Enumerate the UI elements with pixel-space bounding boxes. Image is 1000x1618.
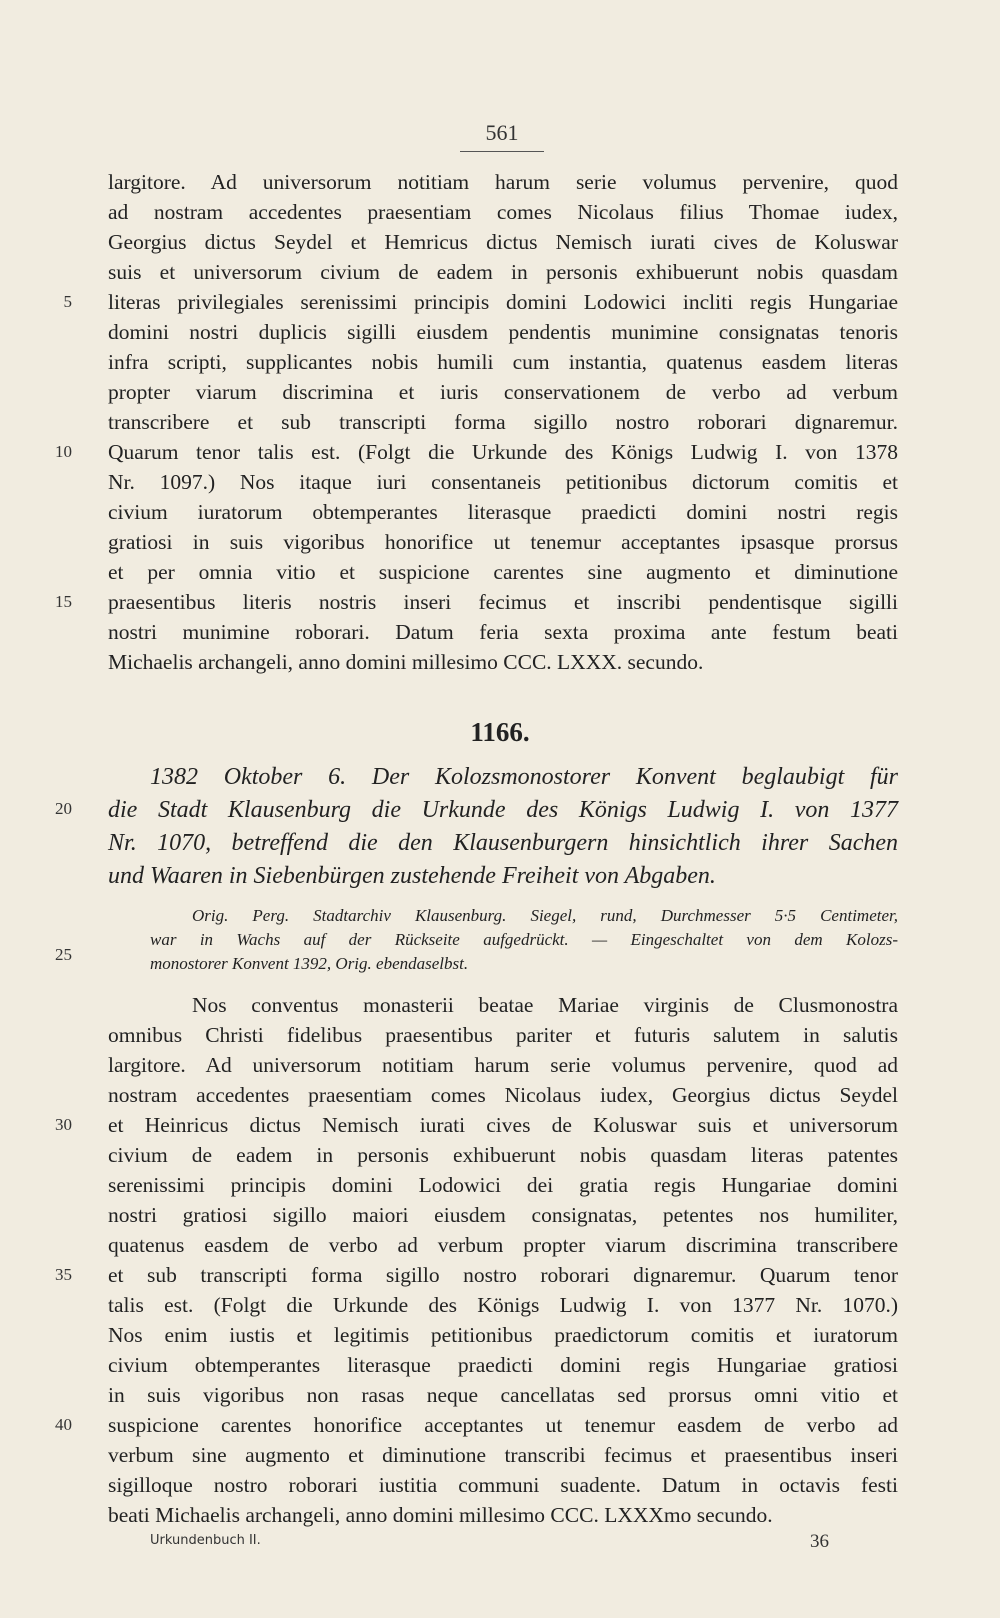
- text-line: Quarum tenor talis est. (Folgt die Urkunde des Königs Ludwig I. von 1378: [108, 440, 898, 464]
- text-line: Michaelis archangeli, anno domini millesimo CCC. LXXX. secundo.: [108, 650, 704, 674]
- text-line: civium iuratorum obtemperantes literasque praedicti domini nostri regis: [108, 500, 898, 524]
- text-line: omnibus Christi fidelibus praesentibus pariter et futuris salutem in salutis: [108, 1023, 898, 1047]
- text-line: nostram accedentes praesentiam comes Nicolaus iudex, Georgius dictus Seydel: [108, 1083, 898, 1107]
- text-line: quatenus easdem de verbo ad verbum propter viarum discrimina transcribere: [108, 1233, 898, 1257]
- margin-line-number: 30: [55, 1115, 72, 1134]
- text-line: et Heinricus dictus Nemisch iurati cives de Koluswar suis et universorum: [108, 1113, 898, 1137]
- text-line: Nos conventus monasterii beatae Mariae virginis de Clusmonostra: [192, 993, 898, 1017]
- text-line: et sub transcripti forma sigillo nostro roborari dignaremur. Quarum tenor: [108, 1263, 898, 1287]
- text-line: propter viarum discrimina et iuris conservationem de verbo ad verbum: [108, 380, 898, 404]
- text-line: et per omnia vitio et suspicione carentes sine augmento et diminutione: [108, 560, 898, 584]
- source-note-line: monostorer Konvent 1392, Orig. ebendaselbst.: [150, 954, 469, 973]
- text-line: beati Michaelis archangeli, anno domini millesimo CCC. LXXXmo secundo.: [108, 1503, 773, 1527]
- text-line: civium de eadem in personis exhibuerunt nobis quasdam literas patentes: [108, 1143, 898, 1167]
- text-line: praesentibus literis nostris inseri fecimus et inscribi pendentisque sigilli: [108, 590, 898, 614]
- text-line: Nr. 1097.) Nos itaque iuri consentaneis petitionibus dictorum comitis et: [108, 470, 898, 494]
- text-line: talis est. (Folgt die Urkunde des Königs Ludwig I. von 1377 Nr. 1070.): [108, 1293, 898, 1317]
- text-line: largitore. Ad universorum notitiam harum serie volumus pervenire, quod ad: [108, 1053, 898, 1077]
- text-line: domini nostri duplicis sigilli eiusdem pendentis munimine consignatas tenoris: [108, 320, 898, 344]
- document-number-heading: 1166.: [470, 717, 530, 747]
- text-line: ad nostram accedentes praesentiam comes Nicolaus filius Thomae iudex,: [108, 200, 898, 224]
- summary-line: die Stadt Klausenburg die Urkunde des Königs Ludwig I. von 1377: [108, 797, 898, 823]
- margin-line-number: 15: [55, 592, 72, 611]
- page-number-rule: [460, 151, 544, 152]
- margin-line-number: 35: [55, 1265, 72, 1284]
- text-line: nostri gratiosi sigillo maiori eiusdem consignatas, petentes nos humiliter,: [108, 1203, 898, 1227]
- text-line: verbum sine augmento et diminutione transcribi fecimus et praesentibus inseri: [108, 1443, 898, 1467]
- margin-line-number: 25: [55, 945, 72, 964]
- text-line: gratiosi in suis vigoribus honorifice ut tenemur acceptantes ipsasque prorsus: [108, 530, 898, 554]
- text-line: transcribere et sub transcripti forma sigillo nostro roborari dignaremur.: [108, 410, 898, 434]
- text-line: sigilloque nostro roborari iustitia communi suadente. Datum in octavis festi: [108, 1473, 898, 1497]
- summary-line: und Waaren in Siebenbürgen zustehende Freiheit von Abgaben.: [108, 863, 716, 889]
- text-line: suspicione carentes honorifice acceptantes ut tenemur easdem de verbo ad: [108, 1413, 898, 1437]
- text-line: nostri munimine roborari. Datum feria sexta proxima ante festum beati: [108, 620, 898, 644]
- text-line: Georgius dictus Seydel et Hemricus dictus Nemisch iurati cives de Koluswar: [108, 230, 898, 254]
- text-line: infra scripti, supplicantes nobis humili cum instantia, quatenus easdem literas: [108, 350, 898, 374]
- text-line: literas privilegiales serenissimi principis domini Lodowici incliti regis Hungariae: [108, 290, 898, 314]
- margin-line-number: 5: [63, 292, 72, 311]
- summary-line: 1382 Oktober 6. Der Kolozsmonostorer Konvent beglaubigt für: [150, 764, 898, 790]
- source-note-line: Orig. Perg. Stadtarchiv Klausenburg. Siegel, rund, Durchmesser 5·5 Centimeter,: [192, 906, 898, 925]
- text-line: civium obtemperantes literasque praedicti domini regis Hungariae gratiosi: [108, 1353, 898, 1377]
- page-number: 561: [485, 120, 519, 145]
- text-line: Nos enim iustis et legitimis petitionibus praedictorum comitis et iuratorum: [108, 1323, 898, 1347]
- text-line: largitore. Ad universorum notitiam harum serie volumus pervenire, quod: [108, 170, 898, 194]
- text-line: serenissimi principis domini Lodowici dei gratia regis Hungariae domini: [108, 1173, 898, 1197]
- margin-line-number: 20: [55, 799, 72, 818]
- text-line: suis et universorum civium de eadem in personis exhibuerunt nobis quasdam: [108, 260, 898, 284]
- footer-volume-title: Urkundenbuch II.: [150, 1533, 261, 1548]
- footer-signature-number: 36: [810, 1531, 829, 1552]
- text-line: in suis vigoribus non rasas neque cancellatas sed prorsus omni vitio et: [108, 1383, 898, 1407]
- margin-line-number: 40: [55, 1415, 72, 1434]
- margin-line-number: 10: [55, 442, 72, 461]
- source-note-line: war in Wachs auf der Rückseite aufgedrückt. — Eingeschaltet von dem Kolozs-: [150, 930, 898, 949]
- summary-line: Nr. 1070, betreffend die den Klausenburgern hinsichtlich ihrer Sachen: [108, 830, 898, 856]
